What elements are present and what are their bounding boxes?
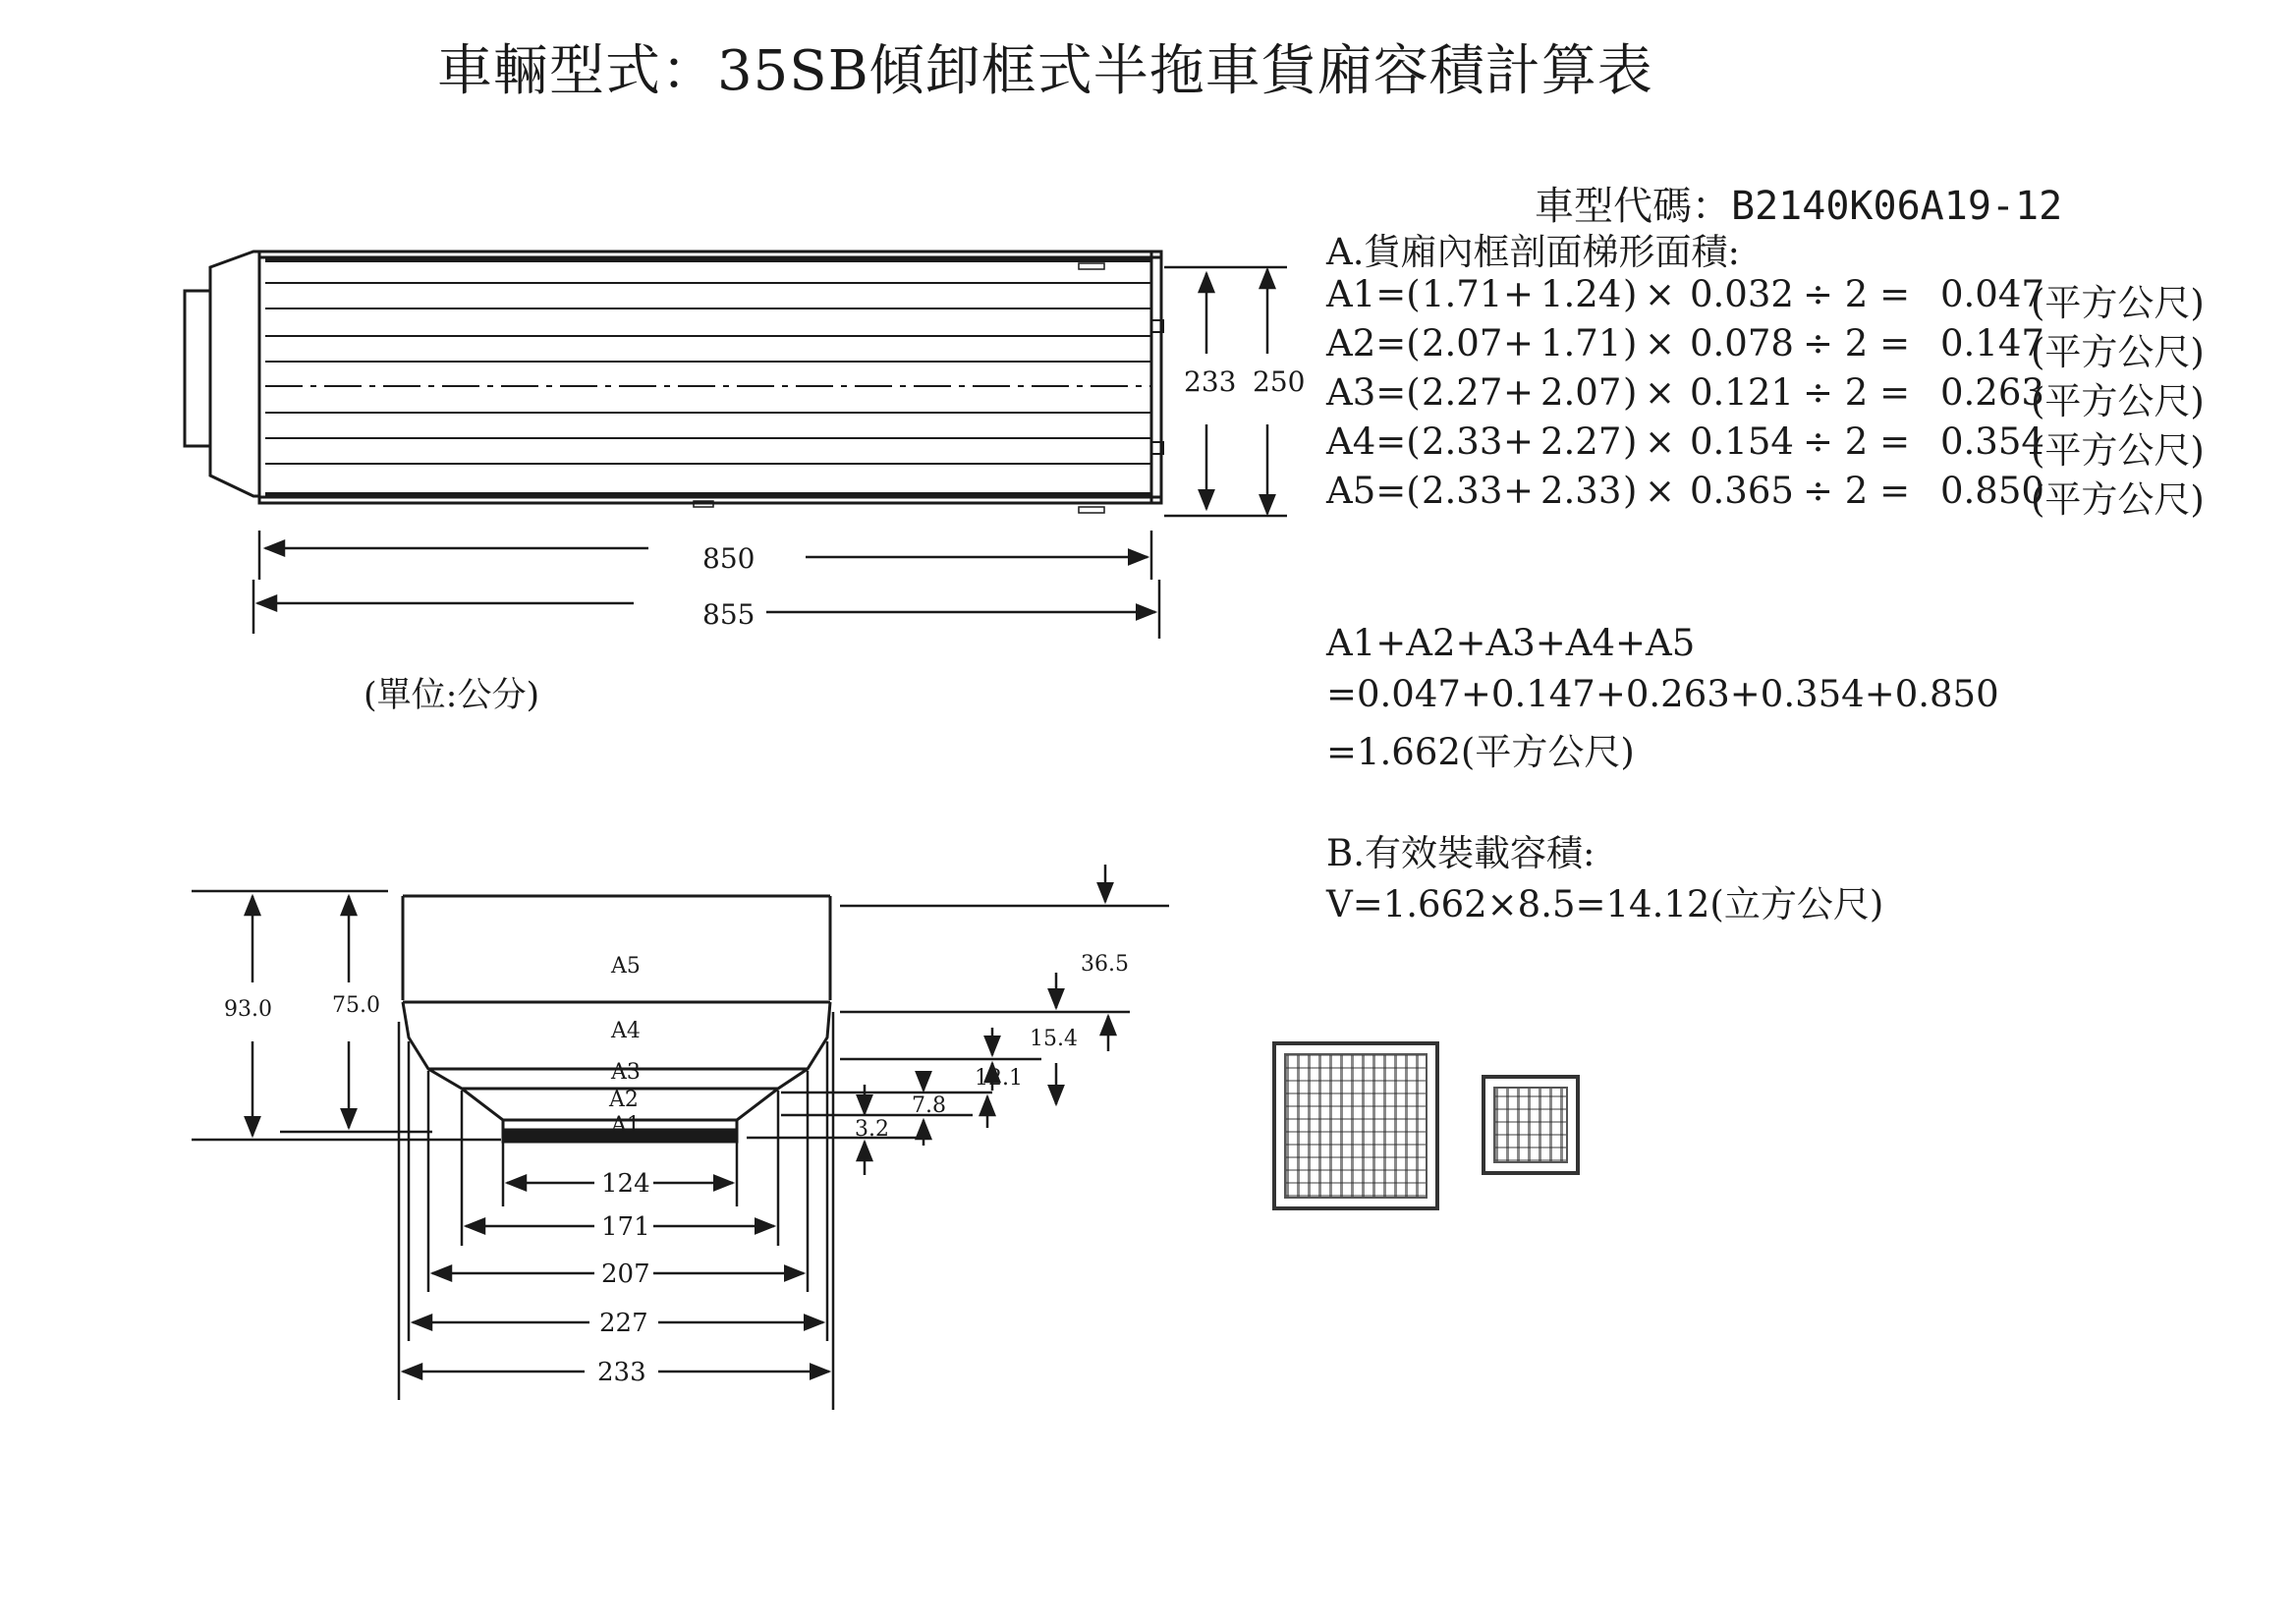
area-row-h: 0.154 [1690, 420, 1794, 463]
layer-height-a1: 3.2 [855, 1117, 889, 1142]
company-seal [1272, 1041, 1439, 1210]
box-outline [259, 252, 1161, 503]
area-row-unit: (平方公尺) [2031, 380, 2205, 422]
area-row-div: ÷ 2 = [1803, 470, 1911, 512]
zone-label-a1: A1 [611, 1113, 641, 1138]
area-row-div: ÷ 2 = [1803, 322, 1911, 364]
layer-height-a5: 36.5 [1081, 952, 1129, 977]
area-row-b: 2.07 [1540, 371, 1622, 414]
area-row-times: × [1645, 273, 1676, 315]
sum-line-3: =1.662(平方公尺) [1326, 731, 1635, 773]
area-row-times: × [1645, 470, 1676, 512]
front-taper [210, 252, 259, 496]
area-row-plus: + [1503, 371, 1535, 414]
area-row-h: 0.121 [1690, 371, 1794, 414]
top-view-drawing [185, 252, 1163, 513]
section-a-heading: A.貨廂內框剖面梯形面積: [1326, 231, 1740, 273]
area-row-close: ) [1623, 273, 1638, 315]
dim-inner-length: 850 [702, 542, 756, 575]
area-row-unit: (平方公尺) [2031, 429, 2205, 472]
width-a1: 124 [601, 1169, 650, 1199]
representative-seal [1482, 1075, 1580, 1175]
volume-formula: V=1.662×8.5=14.12(立方公尺) [1326, 883, 1884, 925]
width-a5: 233 [597, 1358, 646, 1387]
area-row-a: 1.71 [1422, 273, 1503, 315]
unit-note: (單位:公分) [364, 676, 540, 715]
layer-height-a3: 12.1 [975, 1066, 1023, 1091]
area-row-close: ) [1623, 371, 1638, 414]
area-row-div: ÷ 2 = [1803, 420, 1911, 463]
zone-label-a4: A4 [611, 1019, 641, 1043]
width-a3: 207 [601, 1260, 650, 1289]
area-row-h: 0.078 [1690, 322, 1794, 364]
area-row-label: A4=( [1326, 420, 1421, 463]
area-row-a: 2.07 [1422, 322, 1503, 364]
area-row-plus: + [1503, 420, 1535, 463]
sum-line-1: A1+A2+A3+A4+A5 [1326, 622, 1696, 664]
area-row-result: 0.263 [1940, 371, 2044, 414]
area-row-result: 0.354 [1940, 420, 2044, 463]
area-row-result: 0.047 [1940, 273, 2044, 315]
sum-line-2: =0.047+0.147+0.263+0.354+0.850 [1326, 673, 1999, 715]
area-row-unit: (平方公尺) [2031, 331, 2205, 373]
area-row-a: 2.33 [1422, 470, 1503, 512]
page-title: 車輛型式：35SB傾卸框式半拖車貨廂容積計算表 [437, 39, 1653, 103]
zone-label-a5: A5 [611, 954, 641, 979]
area-row-h: 0.032 [1690, 273, 1794, 315]
area-row-close: ) [1623, 322, 1638, 364]
dim-outer-width: 250 [1253, 365, 1306, 398]
area-row-b: 2.33 [1540, 470, 1622, 512]
area-row-unit: (平方公尺) [2031, 478, 2205, 521]
hitch-plate [185, 291, 210, 446]
area-row-label: A5=( [1326, 470, 1421, 512]
area-row-label: A3=( [1326, 371, 1421, 414]
dim-box-height: 75.0 [332, 993, 380, 1018]
zone-label-a3: A3 [611, 1060, 641, 1085]
area-row-h: 0.365 [1690, 470, 1794, 512]
area-row-plus: + [1503, 322, 1535, 364]
area-row-a: 2.27 [1422, 371, 1503, 414]
area-row-times: × [1645, 420, 1676, 463]
area-row-a: 2.33 [1422, 420, 1503, 463]
area-row-result: 0.147 [1940, 322, 2044, 364]
layer-height-a2: 7.8 [912, 1093, 946, 1118]
area-row-close: ) [1623, 470, 1638, 512]
width-a4: 227 [599, 1309, 648, 1338]
area-row-plus: + [1503, 273, 1535, 315]
area-row-b: 1.24 [1540, 273, 1622, 315]
area-row-plus: + [1503, 470, 1535, 512]
dim-total-height: 93.0 [224, 997, 272, 1022]
area-row-close: ) [1623, 420, 1638, 463]
area-row-times: × [1645, 371, 1676, 414]
dim-inner-width: 233 [1184, 365, 1237, 398]
area-row-label: A1=( [1326, 273, 1421, 315]
dim-outer-length: 855 [702, 598, 756, 631]
area-row-result: 0.850 [1940, 470, 2044, 512]
layer-height-a4: 15.4 [1030, 1027, 1078, 1051]
area-row-div: ÷ 2 = [1803, 371, 1911, 414]
vehicle-code: 車型代碼：B2140K06A19-12 [1535, 184, 2063, 229]
width-a2: 171 [601, 1212, 650, 1242]
section-b-heading: B.有效裝載容積: [1326, 832, 1595, 874]
area-row-label: A2=( [1326, 322, 1421, 364]
zone-label-a2: A2 [609, 1088, 639, 1112]
area-row-unit: (平方公尺) [2031, 282, 2205, 324]
area-row-div: ÷ 2 = [1803, 273, 1911, 315]
area-row-times: × [1645, 322, 1676, 364]
area-row-b: 2.27 [1540, 420, 1622, 463]
area-row-b: 1.71 [1540, 322, 1622, 364]
